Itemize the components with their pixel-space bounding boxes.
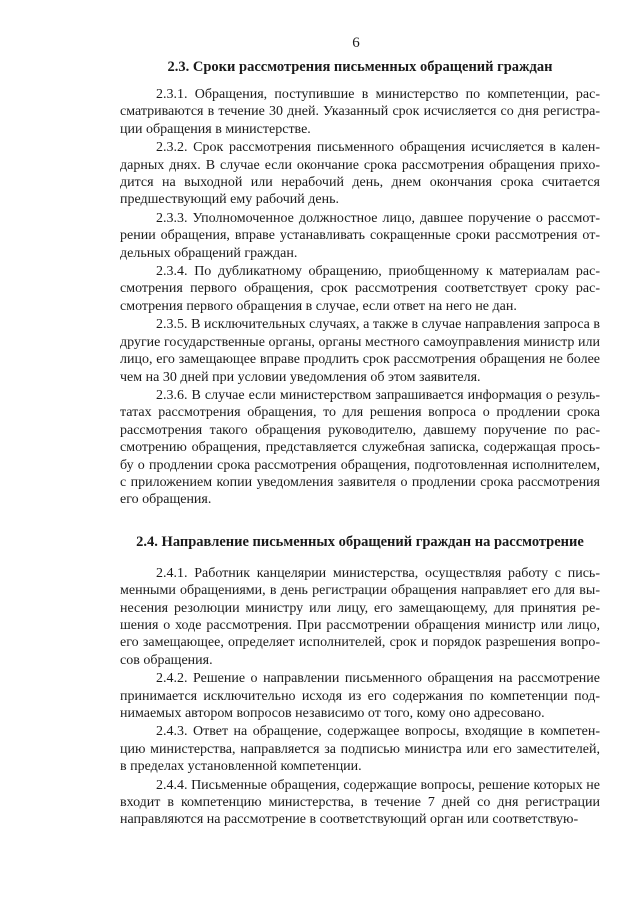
section-2-3 (120, 58, 600, 509)
paragraph-2-4-3: 2.4.3. Ответ на обращение, содержащее вопросы, входящие в компетенцию министерства, направляется за подписью министра или его заместителей, в пределах установленной компетенции. (120, 724, 600, 775)
paragraph-2-3-3: 2.3.3. Уполномоченное должностное лицо, давшее поручение о рассмотрении обращения, вправе устанавливать сокращенные сроки рассмотрения отдельных обращений граждан. (120, 210, 600, 261)
paragraph-2-3-1: 2.3.1. Обращения, поступившие в министерство по компетенции, рассматриваются в течение 30 дней. Указанный срок исчисляется со дня регистрации обращения в министерстве. (120, 87, 600, 137)
paragraph-2-3-5: 2.3.5. В исключительных случаях, а также в случае направления запроса в другие государственные органы, органы местного самоуправления министр или лицо, его замещающее вправе продлить срок рассмотрения обращения не более чем на 30 дней при условии уведомления об этом заявителя. (120, 317, 600, 385)
paragraph-2-4-1: 2.4.1. Работник канцелярии министерства, осуществляя работу с письменными обращениями, в день регистрации обращения направляет его для вынесения резолюции министру или лицу, его замещающему, для принятия решения о ходе рассмотрения. При рассмотрении обращения министр или лицо, его замещающее, определяет исполнителей, срок и порядок разрешения вопросов обращения. (120, 565, 600, 668)
paragraph-2-3-6: 2.3.6. В случае если министерством запрашивается информация о результатах рассмотрения обращения, то для решения вопроса о продлении срока рассмотрения такого обращения руководителю, давшему поручение по рассмотрению обращения, представляется служебная записка, содержащая просьбу о продлении срока рассмотрения обращения, подготовленная исполнителем, с приложением копии уведомления заявителя о продлении срока рассмотрения его обращения. (120, 387, 600, 508)
page-number: 6 (352, 35, 360, 51)
paragraph-2-3-4: 2.3.4. По дубликатному обращению, приобщенному к материалам рассмотрения первого обращения, срок рассмотрения соответствует сроку рассмотрения первого обращения в случае, если ответ на него не дан. (120, 264, 600, 314)
section-title: 2.4. Направление письменных обращений граждан на рассмотрение (136, 533, 584, 550)
section-2-4 (120, 533, 600, 829)
paragraph-2-4-2: 2.4.2. Решение о направлении письменного обращения на рассмотрение принимается исключительно исходя из его содержания по компетенции поднимаемых автором вопросов независимо от того, кому оно адресовано. (120, 671, 600, 721)
section-title: 2.3. Сроки рассмотрения письменных обращений граждан (167, 59, 553, 75)
paragraph-2-4-4: 2.4.4. Письменные обращения, содержащие вопросы, решение которых не входит в компетенцию министерства, в течение 7 дней со дня регистрации направляются на рассмотрение в соответствующий орган или соответствую- (120, 777, 600, 828)
paragraph-2-3-2: 2.3.2. Срок рассмотрения письменного обращения исчисляется в календарных днях. В случае если окончание срока рассмотрения обращения приходится на выходной или нерабочий день, днем окончания срока считается предшествующий ему рабочий день. (120, 140, 600, 208)
